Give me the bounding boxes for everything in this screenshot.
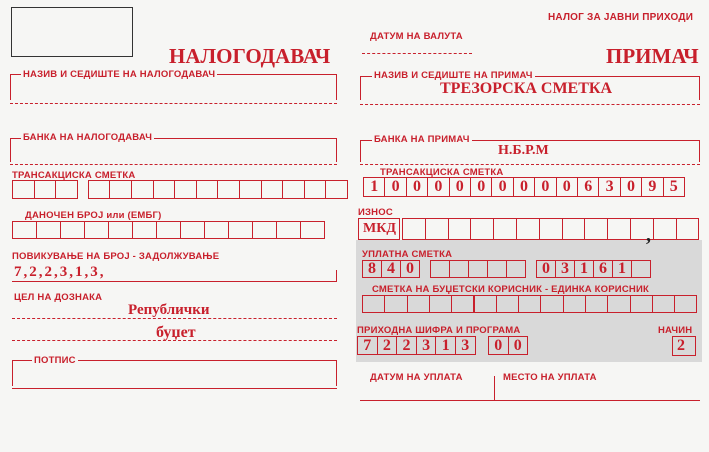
revenue-code-boxes[interactable] bbox=[357, 336, 477, 355]
recipient-account-boxes[interactable] bbox=[363, 177, 699, 197]
digit-box[interactable] bbox=[282, 180, 305, 199]
amount-digit-box[interactable] bbox=[676, 218, 700, 240]
digit-box[interactable]: 3 bbox=[555, 260, 575, 278]
budget-user-digit-box[interactable] bbox=[585, 295, 608, 313]
recipient-bank-line bbox=[360, 164, 700, 165]
form-type-title: НАЛОГ ЗА ЈАВНИ ПРИХОДИ bbox=[548, 12, 694, 23]
payer-tax-label: ДАНОЧЕН БРОЈ или (ЕМБГ) bbox=[25, 210, 162, 221]
payment-account-label: УПЛАТНА СМЕТКА bbox=[362, 249, 453, 260]
budget-user-digit-box[interactable] bbox=[607, 295, 630, 313]
digit-box[interactable]: 0 bbox=[491, 177, 513, 197]
digit-box[interactable] bbox=[84, 221, 109, 239]
digit-box[interactable] bbox=[153, 180, 176, 199]
digit-box[interactable] bbox=[108, 221, 133, 239]
revenue-code-label: ПРИХОДНА ШИФРА И ПРОГРАМА bbox=[357, 325, 521, 336]
digit-box[interactable]: 0 bbox=[620, 177, 642, 197]
signature-line bbox=[12, 388, 337, 389]
digit-box[interactable]: 0 bbox=[534, 177, 556, 197]
digit-box[interactable] bbox=[131, 180, 154, 199]
digit-box[interactable]: 0 bbox=[470, 177, 492, 197]
digit-box[interactable] bbox=[300, 221, 325, 239]
payment-divider bbox=[494, 376, 495, 400]
digit-box[interactable] bbox=[36, 221, 61, 239]
stamp-box bbox=[11, 7, 133, 57]
payer-name-line bbox=[10, 103, 337, 104]
digit-box[interactable]: 3 bbox=[455, 336, 476, 355]
payer-account-boxes[interactable] bbox=[12, 180, 337, 199]
digit-box[interactable]: 7 bbox=[357, 336, 378, 355]
digit-box[interactable]: 2 bbox=[396, 336, 417, 355]
digit-box[interactable] bbox=[252, 221, 277, 239]
payer-reference-line bbox=[12, 281, 337, 282]
budget-user-digit-box[interactable] bbox=[362, 295, 385, 313]
digit-box[interactable] bbox=[12, 180, 35, 199]
amount-digit-box[interactable] bbox=[584, 218, 608, 240]
recipient-account-label: ТРАНСАКЦИСКА СМЕТКА bbox=[380, 167, 504, 178]
payer-reference-tick bbox=[336, 270, 337, 281]
digit-box[interactable]: 5 bbox=[663, 177, 685, 197]
amount-digit-box[interactable] bbox=[402, 218, 426, 240]
digit-box[interactable] bbox=[180, 221, 205, 239]
budget-user-digit-box[interactable] bbox=[674, 295, 697, 313]
digit-box[interactable]: 0 bbox=[449, 177, 471, 197]
payment-date-label: ДАТУМ НА УПЛАТА bbox=[370, 372, 463, 383]
digit-box[interactable]: 1 bbox=[363, 177, 385, 197]
digit-box[interactable]: 0 bbox=[406, 177, 428, 197]
digit-box[interactable] bbox=[88, 180, 111, 199]
digit-box[interactable]: 3 bbox=[416, 336, 437, 355]
method-value: 2 bbox=[677, 337, 685, 354]
payer-reference-label: ПОВИКУВАЊЕ НА БРОЈ - ЗАДОЛЖУВАЊЕ bbox=[12, 251, 220, 262]
digit-box[interactable] bbox=[631, 260, 651, 278]
digit-box[interactable] bbox=[276, 221, 301, 239]
digit-box[interactable] bbox=[109, 180, 132, 199]
digit-box[interactable]: 0 bbox=[556, 177, 578, 197]
payment-account-boxes[interactable] bbox=[362, 260, 698, 278]
digit-box[interactable] bbox=[304, 180, 327, 199]
payer-title: НАЛОГОДАВАЧ bbox=[169, 44, 331, 68]
amount-digit-box[interactable] bbox=[539, 218, 563, 240]
payer-purpose-label: ЦЕЛ НА ДОЗНАКА bbox=[14, 292, 103, 303]
budget-user-boxes[interactable] bbox=[362, 295, 698, 313]
budget-user-digit-box[interactable] bbox=[496, 295, 519, 313]
digit-box[interactable]: 0 bbox=[400, 260, 420, 278]
digit-box[interactable] bbox=[487, 260, 507, 278]
budget-user-digit-box[interactable] bbox=[518, 295, 541, 313]
budget-user-digit-box[interactable] bbox=[451, 295, 474, 313]
digit-box[interactable] bbox=[34, 180, 57, 199]
budget-user-digit-box[interactable] bbox=[630, 295, 653, 313]
payer-purpose-line2[interactable]: буџет bbox=[156, 324, 196, 341]
digit-box[interactable] bbox=[55, 180, 78, 199]
digit-box[interactable]: 2 bbox=[377, 336, 398, 355]
amount-digit-box[interactable] bbox=[516, 218, 540, 240]
amount-digit-box[interactable] bbox=[653, 218, 677, 240]
amount-digit-box[interactable] bbox=[562, 218, 586, 240]
recipient-name-label: НАЗИВ И СЕДИШТЕ НА ПРИМАЧ bbox=[374, 70, 533, 81]
recipient-bank-value[interactable]: Н.Б.Р.М bbox=[498, 143, 549, 158]
recipient-bank-label: БАНКА НА ПРИМАЧ bbox=[374, 134, 470, 145]
amount-digit-box[interactable] bbox=[425, 218, 449, 240]
digit-box[interactable]: 0 bbox=[427, 177, 449, 197]
digit-box[interactable]: 1 bbox=[435, 336, 456, 355]
digit-box[interactable] bbox=[60, 221, 85, 239]
budget-user-digit-box[interactable] bbox=[384, 295, 407, 313]
digit-box[interactable]: 4 bbox=[381, 260, 401, 278]
payer-tax-boxes[interactable] bbox=[12, 221, 337, 239]
digit-box[interactable] bbox=[239, 180, 262, 199]
digit-box[interactable] bbox=[261, 180, 284, 199]
payer-account-label: ТРАНСАКЦИСКА СМЕТКА bbox=[12, 170, 136, 181]
payment-date-line bbox=[360, 400, 700, 401]
amount-digit-box[interactable] bbox=[493, 218, 517, 240]
amount-boxes[interactable] bbox=[402, 218, 699, 240]
digit-box[interactable] bbox=[506, 260, 526, 278]
digit-box[interactable] bbox=[449, 260, 469, 278]
digit-box[interactable]: 9 bbox=[641, 177, 663, 197]
digit-box[interactable] bbox=[156, 221, 181, 239]
purpose-line-1 bbox=[12, 318, 337, 319]
currency-date-label: ДАТУМ НА ВАЛУТА bbox=[370, 31, 463, 42]
method-label: НАЧИН bbox=[658, 325, 693, 336]
digit-box[interactable]: 3 bbox=[598, 177, 620, 197]
digit-box[interactable]: 0 bbox=[508, 336, 529, 355]
digit-box[interactable]: 1 bbox=[612, 260, 632, 278]
budget-user-digit-box[interactable] bbox=[474, 295, 497, 313]
payer-bank-line bbox=[10, 164, 337, 165]
digit-box[interactable] bbox=[204, 221, 229, 239]
budget-user-digit-box[interactable] bbox=[429, 295, 452, 313]
digit-box[interactable] bbox=[325, 180, 348, 199]
digit-box[interactable]: 0 bbox=[536, 260, 556, 278]
payer-reference-value[interactable]: 7,2,2,3,1,3, bbox=[14, 264, 106, 280]
digit-box[interactable] bbox=[228, 221, 253, 239]
digit-box[interactable]: 0 bbox=[488, 336, 509, 355]
digit-box[interactable]: 6 bbox=[577, 177, 599, 197]
digit-box[interactable] bbox=[217, 180, 240, 199]
signature-label: ПОТПИС bbox=[34, 355, 76, 366]
payer-purpose-line1[interactable]: Републички bbox=[128, 302, 210, 318]
amount-currency: МКД bbox=[363, 221, 396, 236]
digit-box[interactable] bbox=[196, 180, 219, 199]
amount-decimal-separator: , bbox=[646, 224, 651, 246]
budget-user-digit-box[interactable] bbox=[540, 295, 563, 313]
recipient-name-value[interactable]: ТРЕЗОРСКА СМЕТКА bbox=[440, 80, 613, 97]
program-code-boxes[interactable] bbox=[488, 336, 528, 355]
recipient-title: ПРИМАЧ bbox=[606, 44, 699, 68]
budget-user-digit-box[interactable] bbox=[563, 295, 586, 313]
digit-box[interactable]: 0 bbox=[384, 177, 406, 197]
payer-name-label: НАЗИВ И СЕДИШТЕ НА НАЛОГОДАВАЧ bbox=[23, 69, 216, 80]
digit-box[interactable] bbox=[174, 180, 197, 199]
budget-user-digit-box[interactable] bbox=[652, 295, 675, 313]
budget-user-label: СМЕТКА НА БУЏЕТСКИ КОРИСНИК - ЕДИНКА КОРИСНИК bbox=[372, 284, 649, 295]
digit-box[interactable]: 6 bbox=[593, 260, 613, 278]
payment-place-label: МЕСТО НА УПЛАТА bbox=[503, 372, 597, 383]
recipient-name-line bbox=[360, 104, 700, 105]
budget-user-digit-box[interactable] bbox=[407, 295, 430, 313]
digit-box[interactable] bbox=[468, 260, 488, 278]
digit-box[interactable]: 8 bbox=[362, 260, 382, 278]
digit-box[interactable]: 0 bbox=[513, 177, 535, 197]
currency-date-line bbox=[362, 53, 472, 54]
digit-box[interactable] bbox=[132, 221, 157, 239]
amount-digit-box[interactable] bbox=[607, 218, 631, 240]
purpose-line-2 bbox=[12, 340, 337, 341]
digit-box[interactable] bbox=[430, 260, 450, 278]
amount-digit-box[interactable] bbox=[470, 218, 494, 240]
amount-label: ИЗНОС bbox=[358, 207, 393, 218]
digit-box[interactable]: 1 bbox=[574, 260, 594, 278]
amount-digit-box[interactable] bbox=[448, 218, 472, 240]
digit-box[interactable] bbox=[12, 221, 37, 239]
payer-bank-label: БАНКА НА НАЛОГОДАВАЧ bbox=[23, 132, 153, 143]
